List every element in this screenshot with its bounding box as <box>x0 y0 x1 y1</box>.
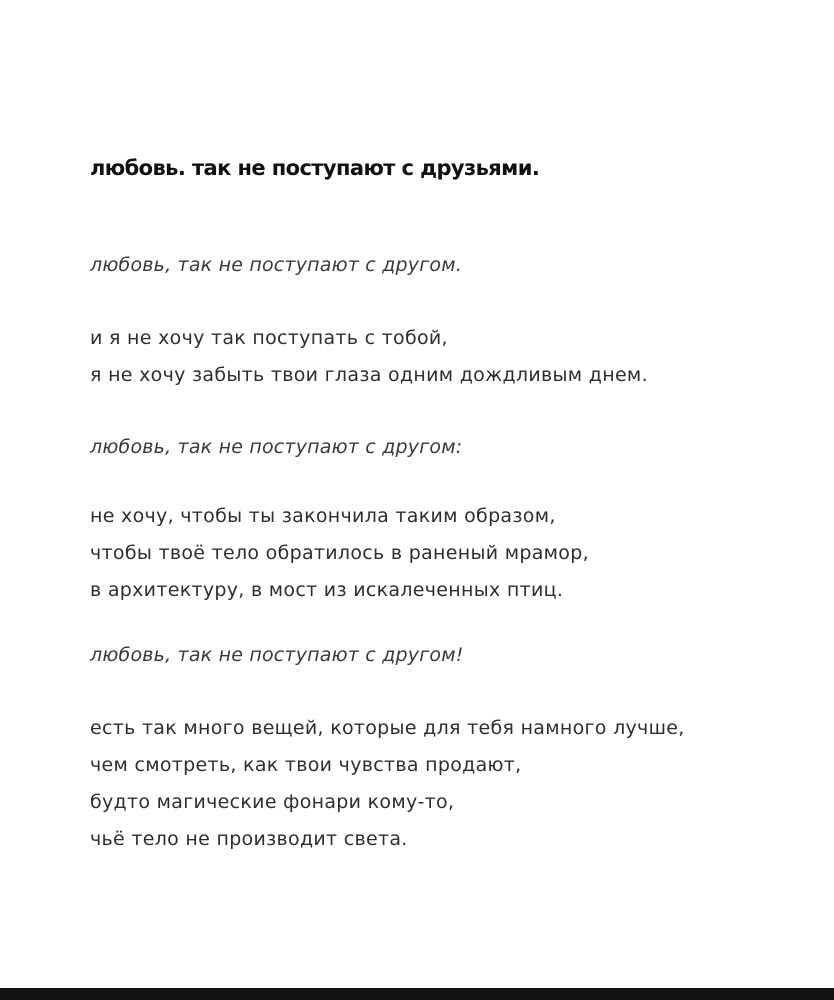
stanza-line: я не хочу забыть твои глаза одним дождливым днем. <box>90 364 648 386</box>
stanza-2 <box>90 498 589 609</box>
stanza-line: и я не хочу так поступать с тобой, <box>90 327 448 349</box>
stanza-line: есть так много вещей, которые для тебя намного лучше, <box>90 717 685 739</box>
stanza-3 <box>90 710 685 858</box>
refrain-1: любовь, так не поступают с другом. <box>90 254 463 276</box>
stanza-line: будто магические фонари кому-то, <box>90 791 455 813</box>
stanza-1 <box>90 320 648 394</box>
refrain-3: любовь, так не поступают с другом! <box>90 644 464 666</box>
stanza-line: не хочу, чтобы ты закончила таким образом, <box>90 505 556 527</box>
poem-title: любовь. так не поступают с друзьями. <box>90 156 540 180</box>
stanza-line: чьё тело не производит света. <box>90 828 408 850</box>
stanza-line: в архитектуру, в мост из искалеченных птиц. <box>90 579 564 601</box>
stanza-line: чтобы твоё тело обратилось в раненый мрамор, <box>90 542 589 564</box>
bottom-border-bar <box>0 988 834 1000</box>
stanza-line: чем смотреть, как твои чувства продают, <box>90 754 522 776</box>
refrain-2: любовь, так не поступают с другом: <box>90 436 463 458</box>
